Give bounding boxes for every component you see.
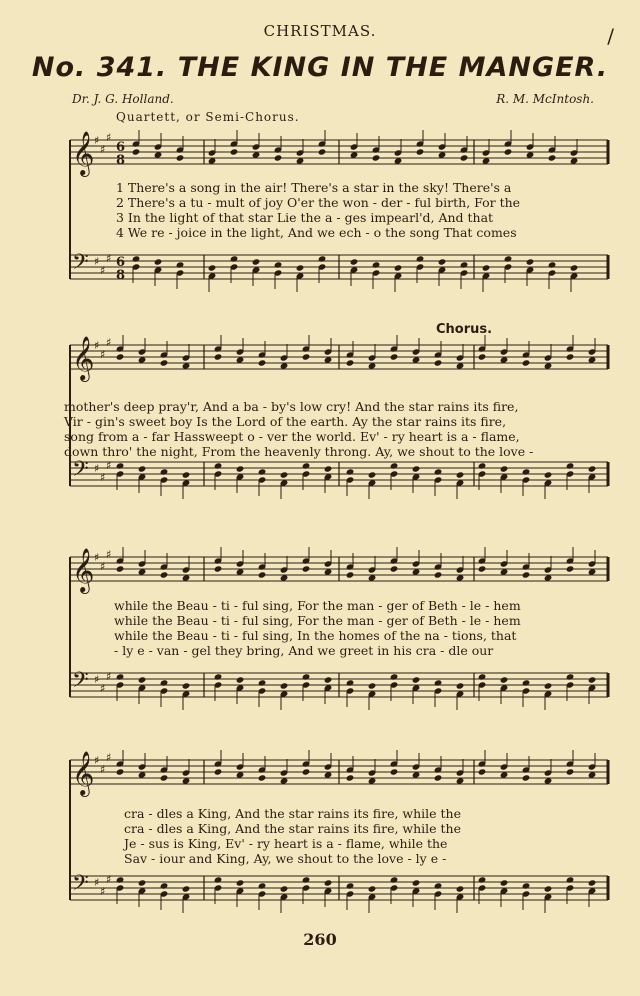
lyrics-block: [64, 806, 612, 866]
svg-text:♯: ♯: [94, 339, 100, 352]
lyric-line: Sav - iour and King, Ay, we shout to the love - ly e -: [124, 851, 447, 866]
svg-text:♯: ♯: [100, 885, 106, 898]
svg-text:𝄢: 𝄢: [72, 668, 89, 698]
svg-text:𝄢: 𝄢: [72, 457, 89, 487]
svg-text:♯: ♯: [100, 763, 106, 776]
svg-text:♯: ♯: [100, 143, 106, 156]
svg-text:𝄢: 𝄢: [72, 871, 89, 901]
svg-text:♯: ♯: [106, 548, 112, 561]
lyrics-block: [64, 399, 612, 459]
svg-text:♯: ♯: [94, 551, 100, 564]
chorus-label: Chorus.: [436, 322, 493, 337]
svg-text:♯: ♯: [106, 252, 112, 265]
svg-text:♯: ♯: [94, 255, 100, 268]
svg-text:𝄞: 𝄞: [72, 548, 95, 592]
svg-text:♯: ♯: [106, 336, 112, 349]
music-system-1: [64, 130, 612, 300]
svg-text:8: 8: [116, 153, 126, 168]
lyric-line: mother's deep pray'r, And a ba - by's low cry! And the star rains its fire,: [64, 399, 519, 414]
lyric-line: 3 In the light of that star Lie the a - ges impearl'd, And that: [116, 210, 494, 225]
svg-text:♯: ♯: [106, 459, 112, 472]
lyricist-credit: Dr. J. G. Holland.: [72, 92, 174, 106]
performance-note: Quartett, or Semi-Chorus.: [116, 110, 300, 124]
lyric-line: down thro' the night, From the heavenly throng. Ay, we shout to the love -: [64, 444, 534, 459]
svg-text:𝄞: 𝄞: [72, 336, 95, 380]
lyric-line: Je - sus is King, Ev' - ry heart is a - flame, while the: [124, 836, 448, 851]
svg-text:♯: ♯: [100, 560, 106, 573]
running-header: CHRISTMAS.: [263, 22, 377, 40]
lyric-line: 2 There's a tu - mult of joy O'er the won - der - ful birth, For the: [116, 195, 521, 210]
lyric-line: cra - dles a King, And the star rains its fire, while the: [124, 821, 461, 836]
composer-credit: R. M. McIntosh.: [496, 92, 594, 106]
svg-text:♯: ♯: [106, 670, 112, 683]
music-system-3: [64, 545, 612, 715]
hymn-title: No. 341. THE KING IN THE MANGER.: [31, 52, 609, 83]
svg-text:♯: ♯: [106, 751, 112, 764]
lyric-line: while the Beau - ti - ful sing, For the man - ger of Beth - le - hem: [114, 598, 521, 613]
svg-text:♯: ♯: [94, 876, 100, 889]
lyric-line: 1 There's a song in the air! There's a star in the sky! There's a: [116, 180, 512, 195]
lyric-line: 4 We re - joice in the light, And we ech - o the song That comes: [116, 225, 517, 240]
svg-text:♯: ♯: [100, 264, 106, 277]
lyrics-block: [64, 180, 612, 240]
lyric-line: Vir - gin's sweet boy Is the Lord of the earth. Ay the star rains its fire,: [64, 414, 507, 429]
svg-text:♯: ♯: [100, 682, 106, 695]
music-system-4: [64, 748, 612, 923]
svg-text:6: 6: [116, 255, 126, 270]
lyric-line: cra - dles a King, And the star rains its fire, while the: [124, 806, 461, 821]
svg-text:♯: ♯: [106, 873, 112, 886]
svg-text:𝄢: 𝄢: [72, 250, 89, 280]
music-system-2: [64, 335, 612, 515]
lyric-line: while the Beau - ti - ful sing, For the man - ger of Beth - le - hem: [114, 613, 521, 628]
svg-text:♯: ♯: [100, 471, 106, 484]
svg-text:♯: ♯: [100, 348, 106, 361]
lyric-line: song from a - far Hassweept o - ver the world. Ev' - ry heart is a - flame,: [64, 429, 520, 444]
svg-text:♯: ♯: [94, 673, 100, 686]
lyrics-block: [64, 598, 612, 658]
svg-text:𝄞: 𝄞: [72, 131, 95, 175]
svg-text:𝄞: 𝄞: [72, 751, 95, 795]
corner-mark: /: [607, 24, 614, 48]
lyric-line: while the Beau - ti - ful sing, In the homes of the na - tions, that: [114, 628, 517, 643]
lyric-line: - ly e - van - gel they bring, And we greet in his cra - dle our: [114, 643, 494, 658]
svg-text:6: 6: [116, 140, 126, 155]
svg-text:♯: ♯: [94, 754, 100, 767]
svg-text:♯: ♯: [94, 462, 100, 475]
svg-text:♯: ♯: [94, 134, 100, 147]
page-number: 260: [303, 930, 337, 949]
svg-text:♯: ♯: [106, 131, 112, 144]
svg-text:8: 8: [116, 268, 126, 283]
